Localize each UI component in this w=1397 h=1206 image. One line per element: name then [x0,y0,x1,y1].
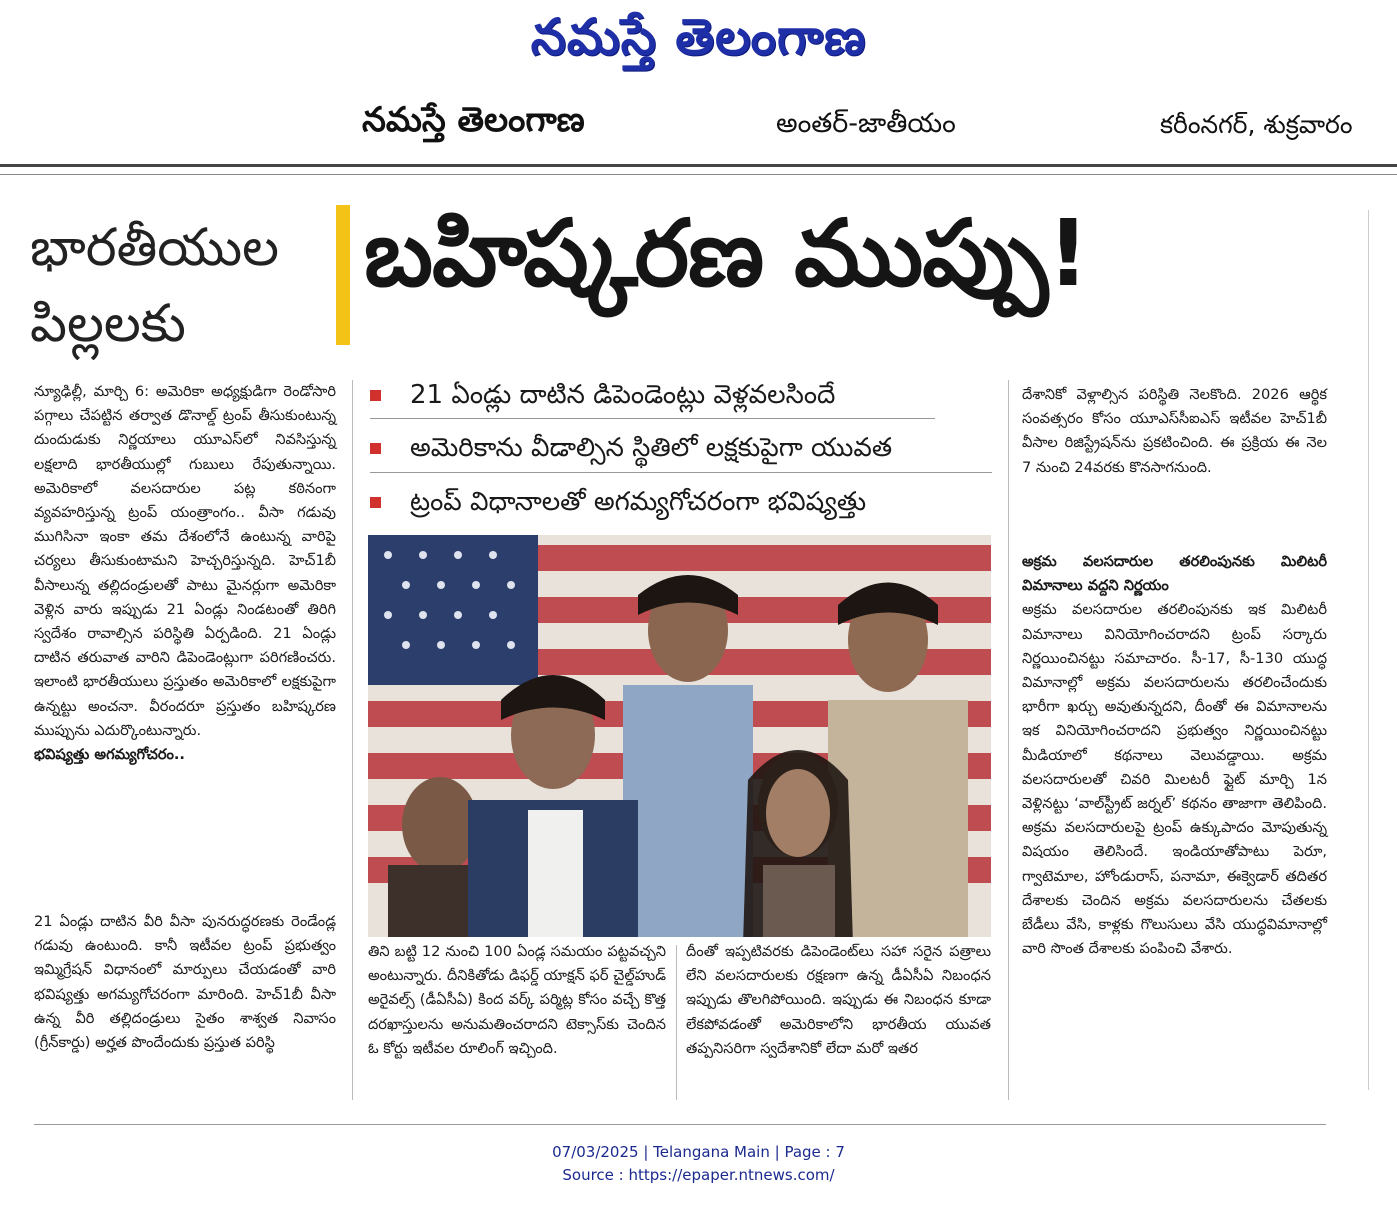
article-photo [368,535,991,937]
article-paragraph: దేశానికో వెళ్లాల్సిన పరిస్థితి నెలకొంది. 2026 ఆర్థిక సంవత్సరం కోసం యూఎస్‌సీఐఎస్ ఇటీవల హెచ్1బీ వీసాల రిజిస్ట్రేషన్‌ను ప్రకటించింది. ఈ ప్రక్రియ ఈ నెల 7 నుంచి 24వరకు కొనసాగనుంది. [1022,386,1327,476]
headline-kicker: భారతీయుల పిల్లలకు [30,218,279,354]
article-subhead: భవిష్యత్తు అగమ్యగోచరం.. [34,746,185,764]
column-divider [352,380,353,1100]
bullet-divider [370,418,935,419]
article-column-2 [368,940,666,1061]
article-column-1-continued [34,910,336,1055]
article-paragraph: తిని బట్టి 12 నుంచి 100 ఏండ్ల సమయం పట్టవచ్చని అంటున్నారు. దీనికితోడు డిఫర్డ్ యాక్షన్ ఫర్ చైల్డ్‌హుడ్ అరైవల్స్ (డీఏసీఏ) కింద వర్క్ పర్మిట్ల కోసం వచ్చే కొత్త దరఖాస్తులను అనుమతించరాదని టెక్సాస్‌కు చెందిన ఓ కోర్టు ఇటీవల రూలింగ్ ఇచ్చింది. [368,943,666,1057]
article-paragraph: అక్రమ వలసదారుల తరలింపునకు ఇక మిలిటరీ విమానాలు వినియోగించరాదని ట్రంప్ సర్కారు నిర్ణయించినట్టు సమాచారం. సీ-17, సీ-130 యుద్ధ విమానాల్లో అక్రమ వలసదారులను తరలించేందుకు భారీగా ఖర్చు అవుతున్నదని, దీంతో ఈ విమానాలను ఇక వినియోగించరాదని ప్రభుత్వం నిర్ణయించినట్టు మీడియాలో కథనాలు వెలువడ్డాయి. అక్రమ వలసదారులతో చివరి మిలటరీ ఫ్లైట్ మార్చి 1న వెళ్లినట్టు ‘వాల్‌స్ట్రీట్ జర్నల్’ కథనం తాజాగా తెలిపింది. అక్రమ వలసదారులపై ట్రంప్ ఉక్కుపాదం మోపుతున్న విషయం తెలిసిందే. ఇండియాతోపాటు పెరూ, గ్వాటెమాల, హోండురాస్, పనామా, ఈక్వెడార్ తదితర దేశాలకు చెందిన అక్రమ వలసదారులను చేతలకు బేడీలు వేసి, కాళ్లకు గొలుసులు వేసి యుద్ధవిమానాల్లో వారి సొంత దేశాలకు పంపించి వేశారు. [1022,601,1327,958]
article-column-3 [686,940,991,1061]
bullet-divider [370,472,992,473]
kicker-accent-bar [336,205,350,345]
adjacent-column-edge [1368,210,1397,1090]
bullet-1 [370,373,835,417]
column-divider [1008,380,1009,1100]
article-paragraph: దీంతో ఇప్పటివరకు డిపెండెంట్‌లు సహా సరైన పత్రాలు లేని వలసదారులకు రక్షణగా ఉన్న డీఏసీఏ నిబంధన ఇప్పుడు తొలగిపోయింది. ఇప్పుడు ఈ నిబంధన కూడా లేకపోవడంతో అమెరికాలోని భారతీయ యువత తప్పనిసరిగా స్వదేశానికో లేదా మరో ఇతర [686,943,991,1057]
bullet-square-icon [370,390,381,401]
bullet-3-text: ట్రంప్ విధానాలతో అగమ్యగోచరంగా భవిష్యత్తు [410,487,867,517]
section-name: అంతర్-జాతీయం [776,108,956,139]
masthead-title: నమస్తే తెలంగాణ [530,8,867,66]
column-divider [676,945,677,1100]
headline-main: బహిష్కరణ ముప్పు! [364,200,1089,307]
band-brand: నమస్తే తెలంగాణ [362,100,585,140]
footer-edition-info: 07/03/2025 | Telangana Main | Page : 7 [552,1143,845,1161]
article-column-1 [34,380,336,767]
bullet-2-text: అమెరికాను వీడాల్సిన స్థితిలో లక్షకుపైగా యువత [410,433,893,463]
footer-divider [34,1124,1326,1125]
bullet-3 [370,480,866,524]
article-column-4-continued [1022,550,1327,961]
article-subhead: అక్రమ వలసదారుల తరలింపునకు మిలిటరీ విమానాలు వద్దని నిర్ణయం [1022,553,1327,595]
dateline: కరీంనగర్, శుక్రవారం [1160,110,1353,139]
photo-illustration [368,535,991,937]
article-paragraph: న్యూఢిల్లీ, మార్చి 6: అమెరికా అధ్యక్షుడిగా రెండోసారి పగ్గాలు చేపట్టిన తర్వాత డొనాల్డ్ ట్రంప్ తీసుకుంటున్న దుందుడుకు నిర్ణయాలు యూఎస్‌లో నివసిస్తున్న లక్షలాది భారతీయుల్లో గుబులు రేపుతున్నాయి. అమెరికాలో వలసదారుల పట్ల కఠినంగా వ్యవహరిస్తున్న ట్రంప్ యంత్రాంగం.. వీసా గడువు ముగిసినా ఇంకా తమ దేశంలోనే ఉంటున్న వారిపై చర్యలు తీసుకుంటామని హెచ్చరిస్తున్నది. హెచ్1బీ వీసాలున్న తల్లిదండ్రులతో పాటు మైనర్లుగా అమెరికా వెళ్లిన వారు ఇప్పుడు 21 ఏండ్లు నిండటంతో తిరిగి స్వదేశం రావాల్సిన పరిస్థితి ఏర్పడింది. 21 ఏండ్లు దాటిన తరువాత వారిని డిపెండెంట్లుగా పరిగణించరు. ఇలాంటి భారతీయులు ప్రస్తుతం అమెరికాలో లక్షకుపైగా ఉన్నట్టు అంచనా. వీరందరూ ప్రస్తుతం బహిష్కరణ ముప్పును ఎదుర్కొంటున్నారు. [34,383,336,739]
bullet-2 [370,426,892,470]
bullet-square-icon [370,497,381,508]
header-divider-thin [0,174,1397,175]
header-divider [0,164,1397,167]
bullet-1-text: 21 ఏండ్లు దాటిన డిపెండెంట్లు వెళ్లవలసిందే [410,380,836,410]
bullet-square-icon [370,443,381,454]
article-paragraph: 21 ఏండ్లు దాటిన వీరి వీసా పునరుద్ధరణకు రెండేండ్ల గడువు ఉంటుంది. కానీ ఇటీవల ట్రంప్ ప్రభుత్వం ఇమ్మిగ్రేషన్ విధానంలో మార్పులు చేయడంతో వారి భవిష్యత్తు అగమ్యగోచరంగా మారింది. హెచ్1బీ వీసా ఉన్న వీరి తల్లిదండ్రులు సైతం శాశ్వత నివాసం (గ్రీన్‌కార్డు) అర్హత పొందేందుకు ప్రస్తుత పరిస్థి [34,913,336,1052]
article-column-4 [1022,383,1327,480]
footer-source: Source : https://epaper.ntnews.com/ [562,1166,835,1184]
